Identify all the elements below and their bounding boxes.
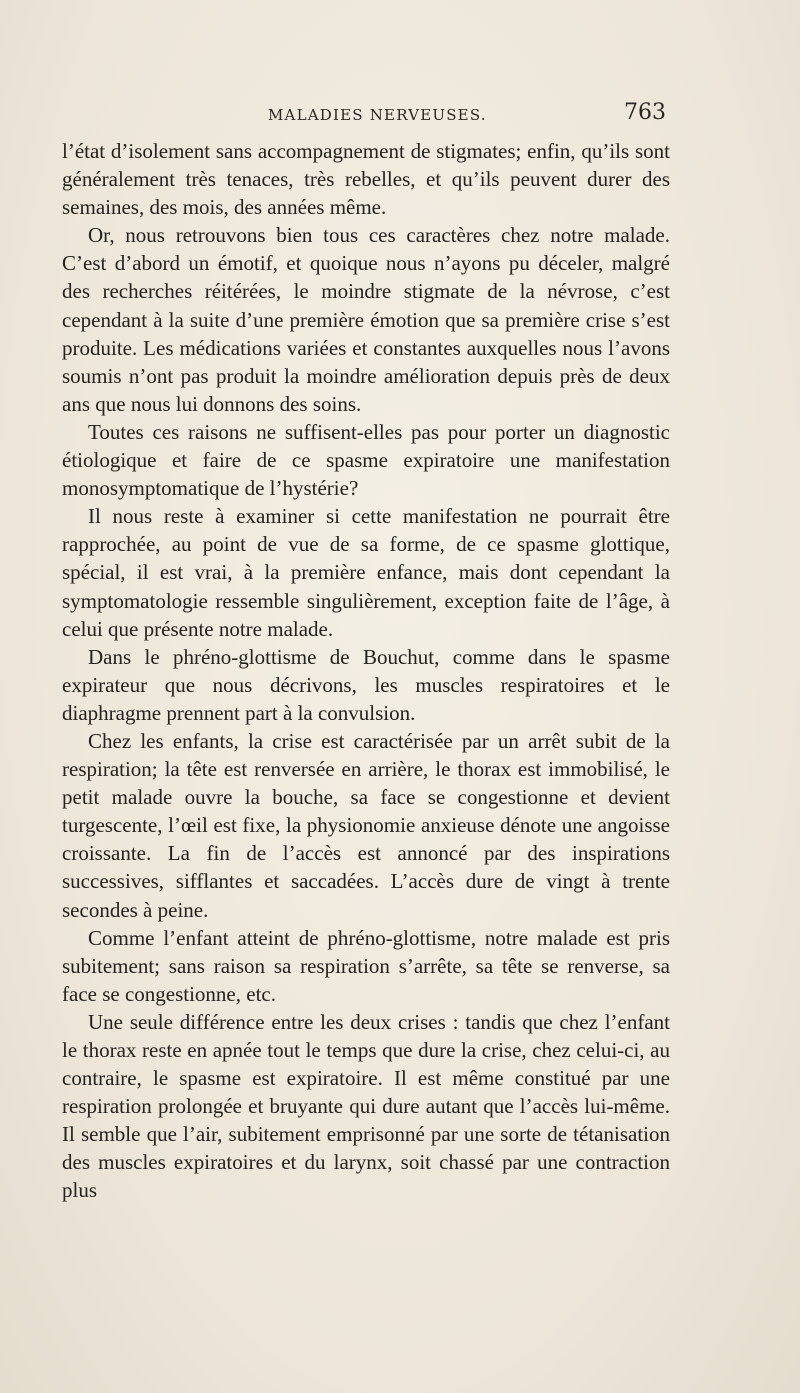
running-title: MALADIES NERVEUSES. — [268, 106, 487, 124]
paragraph-6: Chez les enfants, la crise est caractérisée par un arrêt subit de la respiration; la tête est renversée en arrière, le thorax est immobilisé, le petit malade ouvre la bouche, sa face se congestionne et devient turgescente, l’œil est fixe, la physionomie anxieuse dénote une angoisse croissante. La fin de l’accès est annoncé par des inspirations successives, sifflantes et saccadées. L’accès dure de vingt à trente secondes à peine. — [62, 728, 670, 922]
paragraph-2: Or, nous retrouvons bien tous ces caractères chez notre malade. C’est d’abord un émotif, et quoique nous n’ayons pu déceler, malgré des recherches réitérées, le moindre stigmate de la névrose, c’est cependant à la suite d’une première émotion que sa première crise s’est produite. Les médications variées et constantes auxquelles nous l’avons soumis n’ont pas produit la moindre amélioration depuis près de deux ans que nous lui donnons des soins. — [62, 223, 670, 416]
paragraph-3: Toutes ces raisons ne suffisent-elles pas pour porter un diagnostic étiologique et faire de ce spasme expiratoire une manifestation monosymptomatique de l’hystérie? — [62, 419, 670, 501]
page-number: 763 — [624, 100, 666, 125]
page-body — [62, 137, 670, 1205]
paragraph-4: Il nous reste à examiner si cette manifestation ne pourrait être rapprochée, au point de vue de sa forme, de ce spasme glottique, spécial, il est vrai, à la première enfance, mais dont cependant la symptomatologie ressemble singulièrement, exception faite de l’âge, à celui que présente notre malade. — [62, 504, 670, 641]
paragraph-8: Une seule différence entre les deux crises : tandis que chez l’enfant le thorax reste en apnée tout le temps que dure la crise, chez celui-ci, au contraire, le spasme est expiratoire. Il est même constitué par une respiration prolongée et bruyante qui dure autant que l’accès lui-même. Il semble que l’air, subitement emprisonné par une sorte de tétanisation des muscles expiratoires et du larynx, soit chassé par une contraction plus — [62, 1009, 670, 1203]
page-header — [62, 100, 670, 130]
paragraph-5: Dans le phréno-glottisme de Bouchut, comme dans le spasme expirateur que nous décrivons, les muscles respiratoires et le diaphragme prennent part à la convulsion. — [62, 644, 670, 725]
paragraph-7: Comme l’enfant atteint de phréno-glottisme, notre malade est pris subitement; sans raison sa respiration s’arrête, sa tête se renverse, sa face se congestionne, etc. — [62, 925, 670, 1006]
paragraph-1: l’état d’isolement sans accompagnement de stigmates; enfin, qu’ils sont généralement très tenaces, très rebelles, et qu’ils peuvent durer des semaines, des mois, des années même. — [62, 139, 670, 220]
